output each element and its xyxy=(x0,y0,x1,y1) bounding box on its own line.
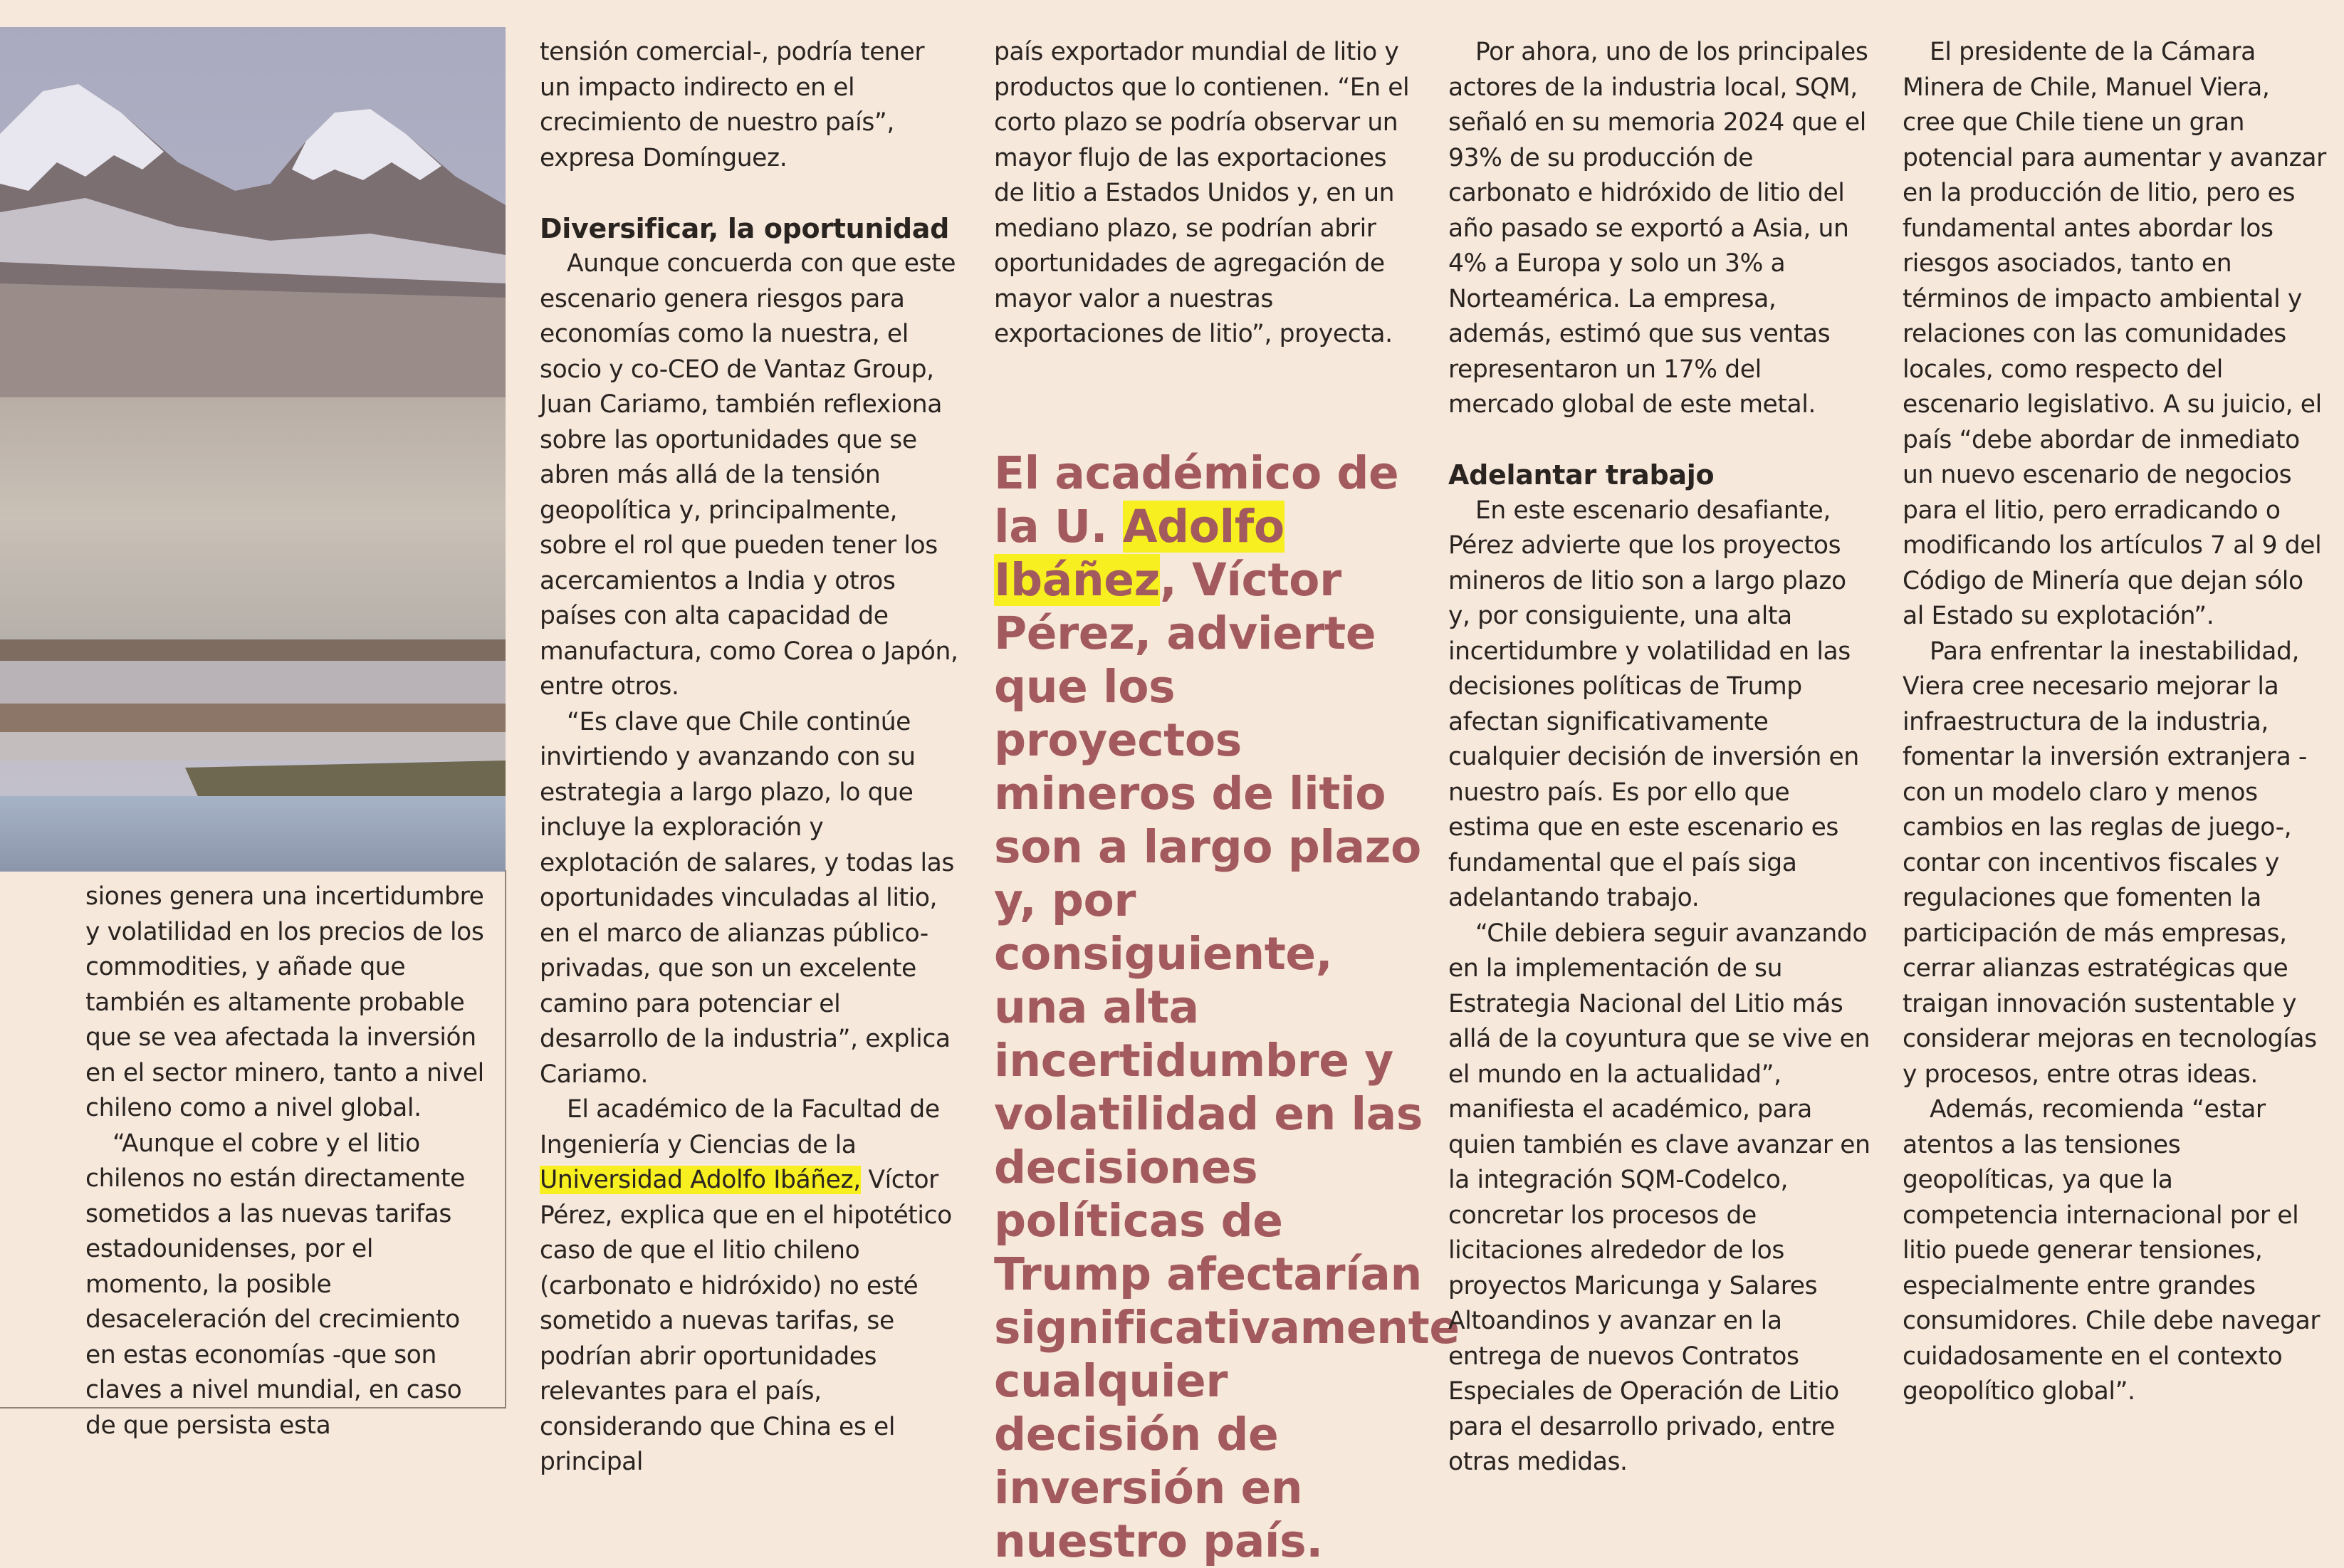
landscape-photo xyxy=(0,27,506,872)
photo-frame-right xyxy=(505,870,506,1408)
section-heading: Diversificar, la oportunidad xyxy=(540,212,950,244)
paragraph: país exportador mundial de litio y productos que lo contienen. “En el corto plazo se podría observar un mayor flujo de las exportaciones de litio a Estados Unidos y, en un mediano plazo, se podrían abrir oportunidades de agregación de mayor valor a nuestras exportaciones de litio”, proyecta. xyxy=(994,38,1410,348)
paragraph: Aunque concuerda con que este escenario genera riesgos para economías como la nuestra, el socio y co-CEO de Vantaz Group, Juan Cariamo, también reflexiona sobre las oportunidades que se abren más allá de la tensión geopolítica y, principalmente, sobre el rol que pueden tener los acercamientos a India y otros países con alta capacidad de manufactura, como Corea o Japón, entre otros. xyxy=(540,249,958,701)
paragraph: siones genera una incertidumbre y volatilidad en los precios de los commodities, y añade que también es altamente probable que se vea afectada la inversión en el sector minero, tanto a nivel chileno como a nivel global. xyxy=(85,882,484,1122)
article-column-4 xyxy=(1448,35,1873,1480)
text-fragment: Víctor Pérez, explica que en el hipotético caso de que el litio chileno (carbonato e hidróxido) no esté sometido a nuevas tarifas, se podrían abrir oportunidades relevantes para el país, considerando que China es el principal xyxy=(540,1166,952,1476)
article-column-2 xyxy=(540,35,958,1480)
pull-quote xyxy=(994,446,1460,1568)
article-column-1 xyxy=(85,879,495,1443)
paragraph: Además, recomienda “estar atentos a las tensiones geopolíticas, ya que la competencia internacional por el litio puede generar tensiones, especialmente entre grandes consumidores. Chile debe navegar cuidadosamente en el contexto geopolítico global”. xyxy=(1903,1095,2321,1406)
highlighted-text: Universidad Adolfo Ibáñez, xyxy=(540,1166,861,1194)
paragraph: “Es clave que Chile continúe invirtiendo y avanzando con su estrategia a largo plazo, lo que incluye la exploración y explotación de salares, y todas las oportunidades vinculadas al litio, en el marco de alianzas público-privadas, que son un excelente camino para potenciar el desarrollo de la industria”, explica Cariamo. xyxy=(540,707,954,1089)
paragraph: tensión comercial-, podría tener un impacto indirecto en el crecimiento de nuestro país”, expresa Domínguez. xyxy=(540,38,925,172)
pull-quote-text: , Víctor Pérez, advierte que los proyectos mineros de litio son a largo plazo y, por consiguiente, una alta incertidumbre y volatilidad en las decisiones políticas de Trump afectarían significativamente cualquier decisión de inversión en nuestro país. xyxy=(994,554,1460,1567)
paragraph: Para enfrentar la inestabilidad, Viera cree necesario mejorar la infraestructura de la industria, fomentar la inversión extranjera -con un modelo claro y menos cambios en las reglas de juego-, contar con incentivos fiscales y regulaciones que fomenten la participación de más empresas, cerrar alianzas estratégicas que traigan innovación sustentable y considerar mejoras en tecnologías y procesos, entre otras ideas. xyxy=(1903,637,2317,1089)
paragraph: “Aunque el cobre y el litio chilenos no están directamente sometidos a las nuevas tarifas estadounidenses, por el momento, la posible desaceleración del crecimiento en estas economías -que son claves a nivel mundial, en caso de que persista esta xyxy=(85,1129,466,1440)
section-heading: Adelantar trabajo xyxy=(1448,459,1715,491)
paragraph: “Chile debiera seguir avanzando en la implementación de su Estrategia Nacional del Litio más allá de la coyuntura que se vive en el mundo en la actualidad”, manifiesta el académico, para quien también es clave avanzar en la integración SQM-Codelco, concretar los procesos de licitaciones alrededor de los proyectos Maricunga y Salares Altoandinos y avanzar en la entrega de nuevos Contratos Especiales de Operación de Litio para el desarrollo privado, entre otras medidas. xyxy=(1448,919,1871,1476)
article-column-5 xyxy=(1903,35,2327,1410)
text-fragment: El académico de la Facultad de Ingeniería y Ciencias de la xyxy=(540,1095,940,1159)
paragraph: Por ahora, uno de los principales actores de la industria local, SQM, señaló en su memoria 2024 que el 93% de su producción de carbonato e hidróxido de litio del año pasado se exportó a Asia, un 4% a Europa y solo un 3% a Norteamérica. La empresa, además, estimó que sus ventas representaron un 17% del mercado global de este metal. xyxy=(1448,38,1868,419)
pull-quote-highlight: Adolfo Ibáñez xyxy=(994,501,1285,606)
paragraph: En este escenario desafiante, Pérez advierte que los proyectos mineros de litio son a largo plazo y, por consiguiente, una alta incertidumbre y volatilidad en las decisiones políticas de Trump afectan significativamente cualquier decisión de inversión en nuestro país. Es por ello que estima que en este escenario es fundamental que el país siga adelantando trabajo. xyxy=(1448,496,1859,912)
mountain-landscape-icon xyxy=(0,27,506,872)
article-column-3 xyxy=(994,35,1421,352)
pull-quote-text: El académico de la U. xyxy=(994,447,1399,553)
paragraph xyxy=(540,1092,958,1480)
paragraph: El presidente de la Cámara Minera de Chile, Manuel Viera, cree que Chile tiene un gran potencial para aumentar y avanzar en la producción de litio, pero es fundamental antes abordar los riesgos asociados, tanto en términos de impacto ambiental y relaciones con las comunidades locales, como respecto del escenario legislativo. A su juicio, el país “debe abordar de inmediato un nuevo escenario de negocios para el litio, pero erradicando o modificando los artículos 7 al 9 del Código de Minería que dejan sólo al Estado su explotación”. xyxy=(1903,38,2326,630)
